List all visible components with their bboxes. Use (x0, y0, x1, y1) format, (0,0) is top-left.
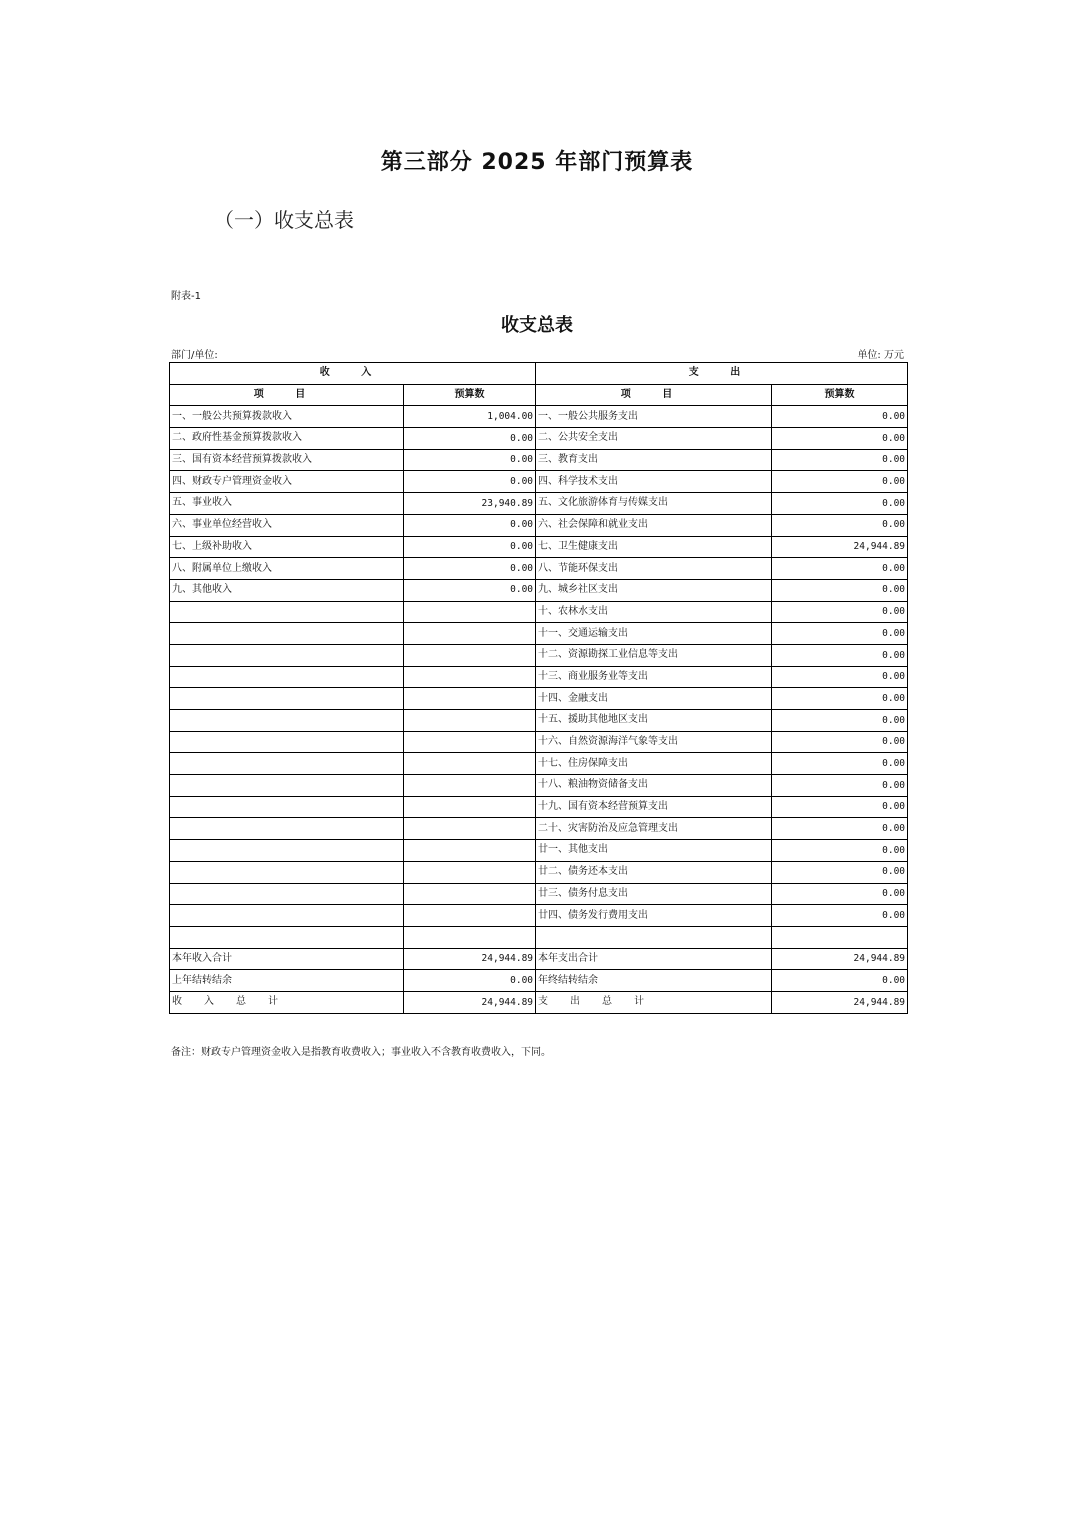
section-title: （一）收支总表 (214, 208, 354, 232)
income-item-cell: 九、其他收入 (170, 579, 404, 601)
expense-item-header: 项 目 (536, 384, 772, 406)
table-row (170, 623, 908, 645)
table-row (170, 818, 908, 840)
income-value-cell (404, 840, 536, 862)
income-item-cell (170, 883, 404, 905)
expense-item-cell: 十一、交通运输支出 (536, 623, 772, 645)
expense-item-cell: 九、城乡社区支出 (536, 579, 772, 601)
income-item-cell: 八、附属单位上缴收入 (170, 558, 404, 580)
budget-table-body (170, 363, 908, 1014)
table-row (170, 406, 908, 428)
income-value-cell (404, 905, 536, 927)
income-item-cell (170, 796, 404, 818)
income-value-cell: 24,944.89 (404, 991, 536, 1013)
income-value-cell (404, 818, 536, 840)
expense-value-cell (772, 926, 908, 948)
expense-item-cell: 廿二、债务还本支出 (536, 861, 772, 883)
income-value-cell (404, 753, 536, 775)
income-value-cell (404, 688, 536, 710)
dept-label: 部门/单位: (171, 350, 218, 361)
table-row (170, 644, 908, 666)
expense-item-cell: 廿三、债务付息支出 (536, 883, 772, 905)
income-value-cell (404, 731, 536, 753)
income-value-cell (404, 926, 536, 948)
income-item-cell (170, 905, 404, 927)
expense-value-cell: 0.00 (772, 840, 908, 862)
table-row (170, 471, 908, 493)
expense-item-cell: 廿四、债务发行费用支出 (536, 905, 772, 927)
income-item-cell (170, 861, 404, 883)
table-row (170, 926, 908, 948)
income-value-cell (404, 861, 536, 883)
income-value-cell (404, 644, 536, 666)
expense-item-cell: 一、一般公共服务支出 (536, 406, 772, 428)
table-row (170, 775, 908, 797)
expense-value-cell: 0.00 (772, 688, 908, 710)
expense-item-cell: 三、教育支出 (536, 449, 772, 471)
income-item-cell: 本年收入合计 (170, 948, 404, 970)
expense-value-cell: 0.00 (772, 601, 908, 623)
expense-value-cell: 0.00 (772, 753, 908, 775)
expense-value-cell: 0.00 (772, 514, 908, 536)
income-item-cell: 三、国有资本经营预算拨款收入 (170, 449, 404, 471)
income-item-cell (170, 818, 404, 840)
expense-item-cell: 十二、资源勘探工业信息等支出 (536, 644, 772, 666)
expense-item-cell: 六、社会保障和就业支出 (536, 514, 772, 536)
page-title: 第三部分 2025 年部门预算表 (380, 150, 694, 175)
income-value-cell: 23,940.89 (404, 493, 536, 515)
expense-value-cell: 0.00 (772, 666, 908, 688)
expense-item-cell: 八、节能环保支出 (536, 558, 772, 580)
income-item-cell: 收入总计 (170, 991, 404, 1013)
expense-item-cell: 廿一、其他支出 (536, 840, 772, 862)
income-value-cell: 24,944.89 (404, 948, 536, 970)
table-row (170, 840, 908, 862)
expense-value-cell: 0.00 (772, 579, 908, 601)
expense-value-cell: 24,944.89 (772, 948, 908, 970)
income-item-header: 项 目 (170, 384, 404, 406)
income-item-cell: 二、政府性基金预算拨款收入 (170, 428, 404, 450)
income-value-cell: 0.00 (404, 428, 536, 450)
table-row (170, 666, 908, 688)
attach-label: 附表-1 (171, 291, 201, 302)
table-row (170, 753, 908, 775)
income-value-cell (404, 601, 536, 623)
expense-item-cell: 四、科学技术支出 (536, 471, 772, 493)
expense-item-cell: 二十、灾害防治及应急管理支出 (536, 818, 772, 840)
expense-value-cell: 0.00 (772, 644, 908, 666)
income-value-cell (404, 623, 536, 645)
expense-value-cell: 0.00 (772, 471, 908, 493)
income-value-cell (404, 710, 536, 732)
table-row (170, 536, 908, 558)
expense-value-cell: 0.00 (772, 818, 908, 840)
income-item-cell (170, 623, 404, 645)
income-value-cell: 0.00 (404, 970, 536, 992)
table-row (170, 948, 908, 970)
table-row (170, 514, 908, 536)
expense-item-cell: 本年支出合计 (536, 948, 772, 970)
income-item-cell (170, 688, 404, 710)
expense-value-cell: 0.00 (772, 493, 908, 515)
income-value-cell: 0.00 (404, 536, 536, 558)
expense-value-cell: 0.00 (772, 775, 908, 797)
expense-item-cell: 十六、自然资源海洋气象等支出 (536, 731, 772, 753)
income-budget-header: 预算数 (404, 384, 536, 406)
table-row (170, 428, 908, 450)
expense-header: 支 出 (536, 363, 908, 385)
budget-table (169, 362, 908, 1014)
expense-value-cell: 0.00 (772, 731, 908, 753)
table-row (170, 861, 908, 883)
table-row (170, 796, 908, 818)
expense-item-cell: 五、文化旅游体育与传媒支出 (536, 493, 772, 515)
expense-item-cell (536, 926, 772, 948)
income-header: 收 入 (170, 363, 536, 385)
footnote: 备注：财政专户管理资金收入是指教育收费收入；事业收入不含教育收费收入，下同。 (171, 1047, 551, 1058)
header-row-columns (170, 384, 908, 406)
income-value-cell: 0.00 (404, 579, 536, 601)
table-row (170, 449, 908, 471)
table-row (170, 558, 908, 580)
expense-value-cell: 0.00 (772, 861, 908, 883)
income-item-cell (170, 601, 404, 623)
expense-value-cell: 0.00 (772, 796, 908, 818)
income-value-cell: 0.00 (404, 471, 536, 493)
table-row (170, 688, 908, 710)
expense-item-cell: 十三、商业服务业等支出 (536, 666, 772, 688)
expense-value-cell: 0.00 (772, 406, 908, 428)
income-value-cell (404, 796, 536, 818)
expense-item-cell: 十四、金融支出 (536, 688, 772, 710)
header-row-sections (170, 363, 908, 385)
table-row (170, 710, 908, 732)
expense-value-cell: 0.00 (772, 623, 908, 645)
income-item-cell (170, 731, 404, 753)
expense-item-cell: 七、卫生健康支出 (536, 536, 772, 558)
expense-value-cell: 0.00 (772, 970, 908, 992)
table-row (170, 905, 908, 927)
income-value-cell (404, 666, 536, 688)
expense-item-cell: 十五、援助其他地区支出 (536, 710, 772, 732)
table-row (170, 493, 908, 515)
income-item-cell: 七、上级补助收入 (170, 536, 404, 558)
income-item-cell (170, 753, 404, 775)
income-item-cell (170, 644, 404, 666)
income-value-cell: 0.00 (404, 558, 536, 580)
income-item-cell (170, 775, 404, 797)
expense-value-cell: 0.00 (772, 428, 908, 450)
income-item-cell: 五、事业收入 (170, 493, 404, 515)
income-item-cell: 一、一般公共预算拨款收入 (170, 406, 404, 428)
income-item-cell (170, 710, 404, 732)
expense-item-cell: 年终结转结余 (536, 970, 772, 992)
income-item-cell (170, 926, 404, 948)
expense-item-cell: 十八、粮油物资储备支出 (536, 775, 772, 797)
income-value-cell (404, 775, 536, 797)
table-row (170, 601, 908, 623)
table-row (170, 970, 908, 992)
expense-value-cell: 0.00 (772, 558, 908, 580)
expense-value-cell: 0.00 (772, 905, 908, 927)
table-row (170, 991, 908, 1013)
expense-item-cell: 十七、住房保障支出 (536, 753, 772, 775)
income-item-cell (170, 840, 404, 862)
table-title: 收支总表 (501, 315, 573, 336)
income-item-cell: 上年结转结余 (170, 970, 404, 992)
expense-value-cell: 0.00 (772, 710, 908, 732)
income-value-cell: 0.00 (404, 514, 536, 536)
expense-value-cell: 0.00 (772, 883, 908, 905)
expense-budget-header: 预算数 (772, 384, 908, 406)
expense-item-cell: 支出总计 (536, 991, 772, 1013)
expense-item-cell: 十、农林水支出 (536, 601, 772, 623)
income-value-cell: 1,004.00 (404, 406, 536, 428)
income-item-cell (170, 666, 404, 688)
income-item-cell: 四、财政专户管理资金收入 (170, 471, 404, 493)
expense-value-cell: 0.00 (772, 449, 908, 471)
expense-value-cell: 24,944.89 (772, 991, 908, 1013)
expense-value-cell: 24,944.89 (772, 536, 908, 558)
table-row (170, 883, 908, 905)
table-row (170, 731, 908, 753)
income-item-cell: 六、事业单位经营收入 (170, 514, 404, 536)
expense-item-cell: 二、公共安全支出 (536, 428, 772, 450)
income-value-cell (404, 883, 536, 905)
expense-item-cell: 十九、国有资本经营预算支出 (536, 796, 772, 818)
income-value-cell: 0.00 (404, 449, 536, 471)
unit-label: 单位: 万元 (857, 350, 904, 361)
table-row (170, 579, 908, 601)
